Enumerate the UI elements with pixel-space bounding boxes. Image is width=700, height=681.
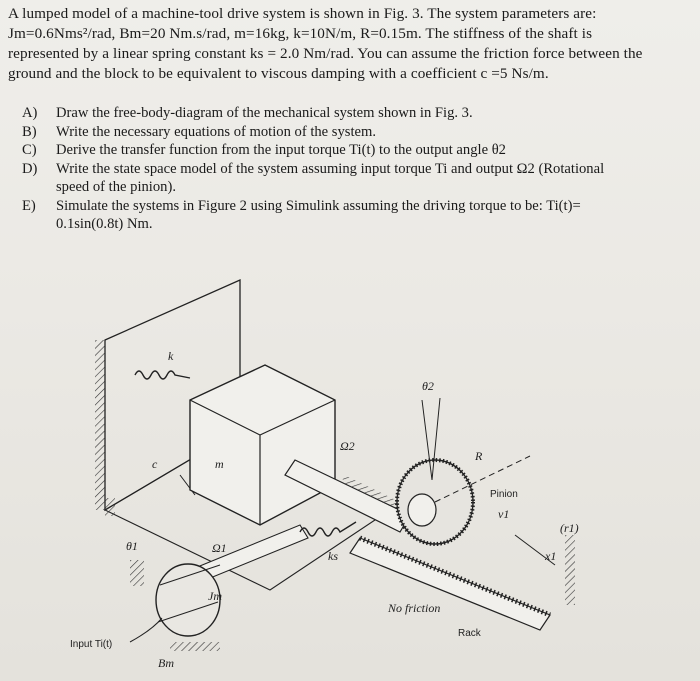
intro-line: A lumped model of a machine-tool drive system is shown in Fig. 3. The system parameters are: bbox=[8, 5, 597, 22]
spring-ks bbox=[300, 522, 356, 536]
question-d bbox=[22, 160, 682, 197]
question-text bbox=[56, 197, 682, 234]
spring-k bbox=[135, 371, 190, 379]
machine-tool-figure bbox=[60, 270, 690, 675]
input-arrow bbox=[130, 618, 162, 642]
question-text-line: 0.1sin(0.8t) Nm. bbox=[56, 216, 153, 232]
label-c: c bbox=[152, 457, 158, 471]
question-c bbox=[22, 141, 682, 160]
question-text: Draw the free-body-diagram of the mechanical system shown in Fig. 3. bbox=[56, 105, 473, 121]
rack-wall-hatch bbox=[565, 535, 575, 605]
question-text: Write the necessary equations of motion of the system. bbox=[56, 123, 376, 140]
block-m bbox=[190, 365, 335, 525]
question-label: A) bbox=[22, 105, 38, 121]
ground-hatch bbox=[105, 498, 115, 516]
label-theta2: θ2 bbox=[422, 379, 434, 393]
label-m: m bbox=[215, 457, 224, 471]
label-k: k bbox=[168, 349, 174, 363]
pinion-hub bbox=[408, 494, 436, 526]
label-pinion: Pinion bbox=[490, 489, 518, 500]
intro-line: ground and the block to be equivalent to viscous damping with a coefficient c =5 Ns/m. bbox=[8, 65, 549, 82]
question-text-line: Write the state space model of the system assuming input torque Ti and output Ω2 (Rotational bbox=[56, 160, 605, 177]
left-wall-hatch bbox=[95, 340, 105, 510]
question-label: E) bbox=[22, 197, 36, 214]
label-r1: (r1) bbox=[560, 521, 579, 535]
rack bbox=[350, 538, 550, 630]
question-b bbox=[22, 123, 682, 142]
question-a bbox=[22, 104, 682, 123]
label-input: Input Ti(t) bbox=[70, 639, 113, 650]
bm-ground-hatch bbox=[170, 642, 220, 651]
label-rack: Rack bbox=[458, 628, 481, 639]
question-label: C) bbox=[22, 142, 37, 158]
label-R: R bbox=[475, 449, 483, 463]
question-text bbox=[56, 160, 682, 197]
question-text-line: Simulate the systems in Figure 2 using Simulink assuming the driving torque to be: Ti(t)= bbox=[56, 197, 581, 214]
label-bm: Bm bbox=[158, 656, 174, 670]
question-list bbox=[22, 104, 682, 234]
label-jm: Jm bbox=[208, 589, 222, 603]
problem-intro bbox=[8, 4, 692, 84]
label-v1: v1 bbox=[498, 507, 510, 521]
label-omega1: Ω1 bbox=[212, 541, 227, 555]
intro-line: Jm=0.6Nms²/rad, Bm=20 Nm.s/rad, m=16kg, k=10N/m, R=0.15m. The stiffness of the shaft is bbox=[8, 25, 593, 42]
intro-line: represented by a linear spring constant ks = 2.0 Nm/rad. You can assume the friction force between the bbox=[8, 45, 643, 62]
question-text: Derive the transfer function from the input torque Ti(t) to the output angle θ2 bbox=[56, 142, 506, 158]
question-label: B) bbox=[22, 123, 37, 140]
question-e bbox=[22, 197, 682, 234]
label-x1: x1 bbox=[545, 549, 557, 563]
question-text-line: speed of the pinion). bbox=[56, 179, 176, 195]
theta1-ground-hatch bbox=[130, 560, 144, 586]
question-label: D) bbox=[22, 160, 38, 177]
mechanism-diagram bbox=[60, 270, 690, 675]
label-ks: ks bbox=[328, 549, 338, 563]
label-omega2: Ω2 bbox=[340, 439, 355, 453]
label-no-friction: No friction bbox=[388, 601, 441, 615]
label-theta1: θ1 bbox=[126, 539, 138, 553]
